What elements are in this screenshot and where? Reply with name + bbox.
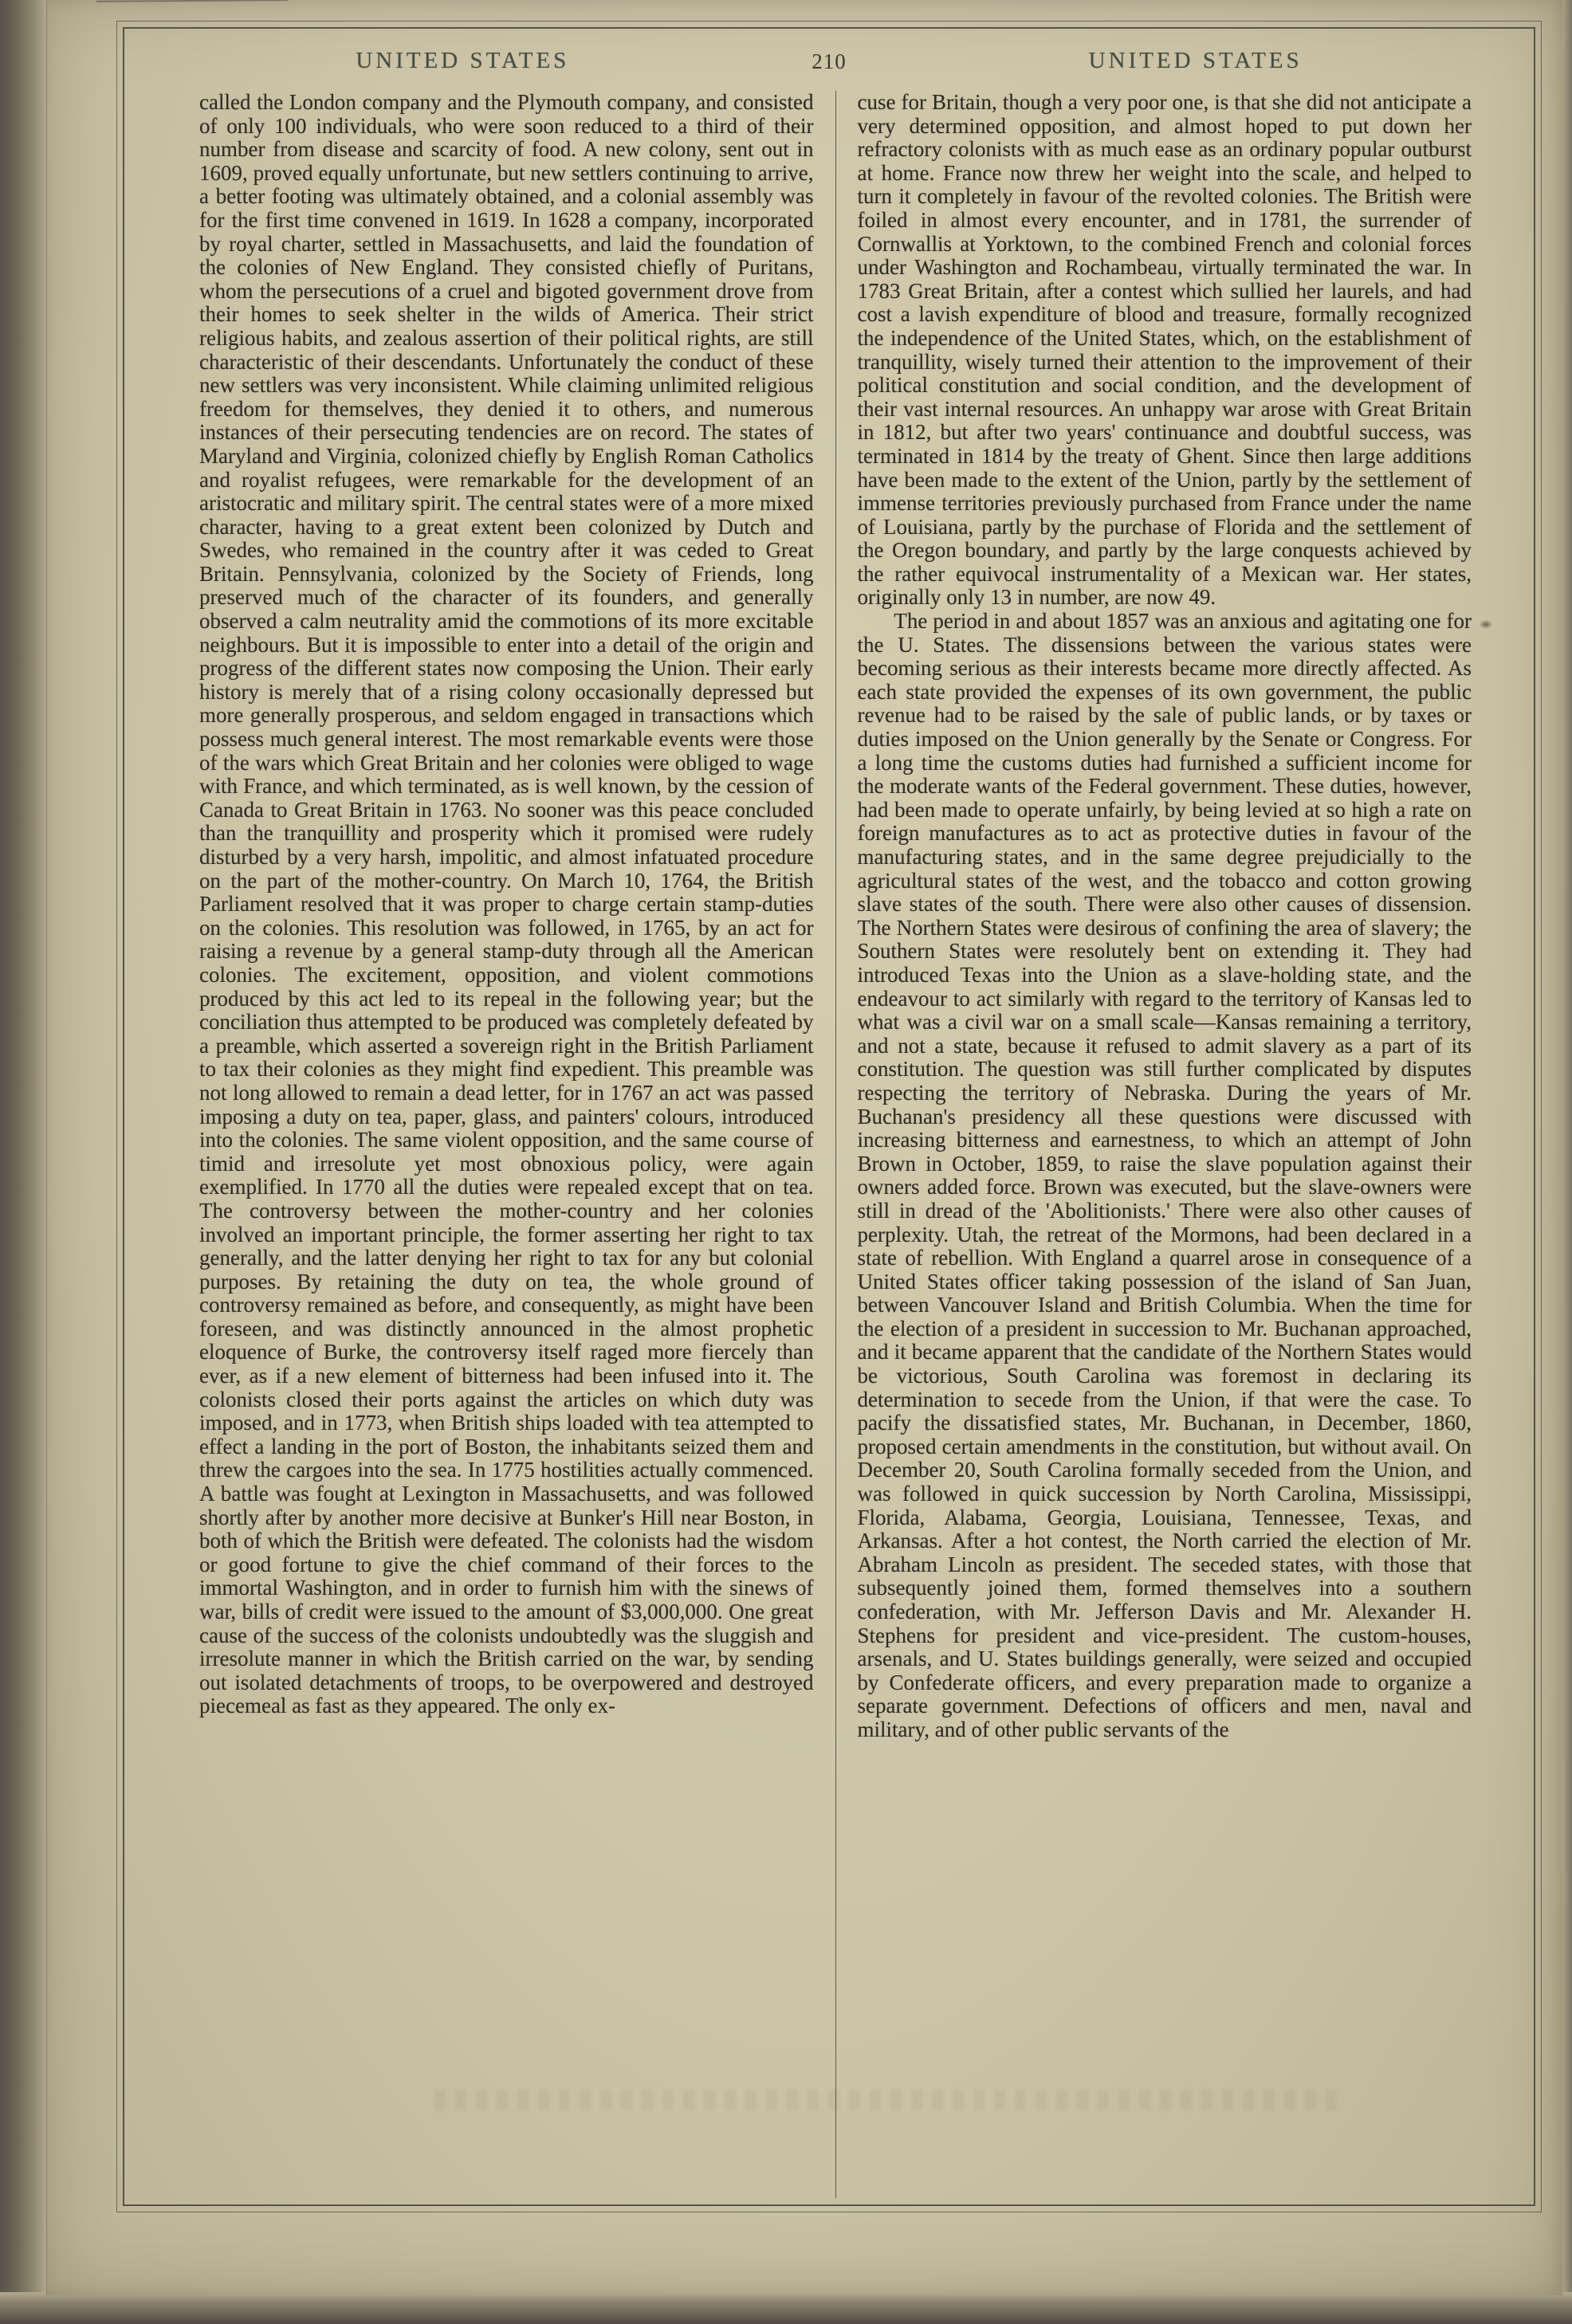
- scan-artifact-top: [96, 0, 288, 23]
- running-title-right: UNITED STATES: [1088, 48, 1303, 73]
- running-head: [124, 40, 1534, 84]
- text-block: [199, 91, 1472, 2198]
- paragraph: The period in and about 1857 was an anxious and agitating one for the U. States. The dissensions between the various states were becoming serious as their interests became more directly affected. As each state provided the expenses of its own government, the public revenue had to be raised by the sale of public lands, or by taxes or duties imposed on the Union generally by the Senate or Congress. For a long time the customs duties had furnished a sufficient income for the moderate wants of the Federal government. These duties, however, had been made to operate unfairly, by being levied at so high a rate on foreign manufactures as to act as protective duties in favour of the manufacturing states, and in the same degree prejudicially to the agricultural states of the west, and the tobacco and cotton growing slave states of the south. There were also other causes of dissension. The Northern States were desirous of confining the area of slavery; the Southern States were resolutely bent on extending it. They had introduced Texas into the Union as a slave-holding state, and the endeavour to act similarly with regard to the territory of Kansas led to what was a civil war on a small scale—Kansas remaining a territory, and not a state, because it refused to admit slavery as a part of its constitution. The question was still further complicated by disputes respecting the territory of Nebraska. During the years of Mr. Buchanan's presidency all these questions were discussed with increasing bitterness and earnestness, to which an attempt of John Brown in October, 1859, to raise the slave population against their owners added force. Brown was executed, but the slave-owners were still in dread of the 'Abolitionists.' There were also other causes of perplexity. Utah, the retreat of the Mormons, had been declared in a state of rebellion. With England a quarrel arose in consequence of a United States officer taking possession of the island of San Juan, between Vancouver Island and British Columbia. When the time for the election of a president in succession to Mr. Buchanan approached, and it became apparent that the candidate of the Northern States would be victorious, South Carolina was foremost in declaring its determination to secede from the Union, if that were the case. To pacify the dissatisfied states, Mr. Buchanan, in December, 1860, proposed certain amendments in the constitution, but without avail. On December 20, South Carolina formally seceded from the Union, and was followed in quick succession by North Carolina, Mississippi, Florida, Alabama, Georgia, Louisiana, Tennessee, Texas, and Arkansas. After a hot contest, the North carried the election of Mr. Abraham Lincoln as president. The seceded states, with those that subsequently joined them, formed themselves into a southern confederation, with Mr. Jefferson Davis and Mr. Alexander H. Stephens for president and vice-president. The custom-houses, arsenals, and U. States buildings generally, were seized and occupied by Confederate officers, and every preparation made to organize a separate government. Defections of officers and men, naval and military, and of other public servants of the: [857, 609, 1472, 1741]
- scan-edge-bottom: [0, 2292, 1572, 2324]
- ink-smudge: [1480, 620, 1492, 629]
- paragraph: cuse for Britain, though a very poor one, is that she did not anticipate a very determined opposition, and almost hoped to put down her refractory colonists with as much ease as an ordinary popular outburst at home. France now threw her weight into the scale, and helped to turn it completely in favour of the revolted colonies. The British were foiled in almost every encounter, and in 1781, the surrender of Cornwallis at Yorktown, to the combined French and colonial forces under Washington and Rochambeau, virtually terminated the war. In 1783 Great Britain, after a contest which sullied her laurels, and had cost a lavish expenditure of blood and treasure, formally recognized the independence of the United States, which, on the establishment of tranquillity, wisely turned their attention to the improvement of their political constitution and social condition, and the development of their vast internal resources. An unhappy war arose with Great Britain in 1812, but after two years' continuance and doubtful success, was terminated in 1814 by the treaty of Ghent. Since then large additions have been made to the extent of the Union, partly by the settlement of immense territories previously purchased from France under the name of Louisiana, partly by the purchase of Florida and the settlement of the Oregon boundary, and partly by the large conquests achieved by the rather equivocal instrumentality of a Mexican war. Her states, originally only 13 in number, are now 49.: [857, 91, 1472, 610]
- running-title-left: UNITED STATES: [356, 48, 570, 73]
- scan-edge-right: [1561, 0, 1572, 2324]
- page-frame: [123, 27, 1535, 2206]
- left-column: [199, 91, 835, 2198]
- right-column: [836, 91, 1472, 2198]
- scan-edge-left: [0, 0, 49, 2324]
- show-through-text: [434, 2090, 1337, 2110]
- book-page: [46, 0, 1562, 2295]
- page-number: 210: [812, 49, 847, 73]
- paragraph: called the London company and the Plymouth company, and consisted of only 100 individuals, who were soon reduced to a third of their number from disease and scarcity of food. A new colony, sent out in 1609, proved equally unfortunate, but new settlers continuing to arrive, a better footing was ultimately obtained, and a colonial assembly was for the first time convened in 1619. In 1628 a company, incorporated by royal charter, settled in Massachusetts, and laid the foundation of the colonies of New England. They consisted chiefly of Puritans, whom the persecutions of a cruel and bigoted government drove from their homes to seek shelter in the wilds of America. Their strict religious habits, and zealous assertion of their political rights, are still characteristic of their descendants. Unfortunately the conduct of these new settlers was very inconsistent. While claiming unlimited religious freedom for themselves, they denied it to others, and numerous instances of their persecuting tendencies are on record. The states of Maryland and Virginia, colonized chiefly by English Roman Catholics and royalist refugees, were remarkable for the development of an aristocratic and military spirit. The central states were of a more mixed character, having to a great extent been colonized by Dutch and Swedes, who remained in the country after it was ceded to Great Britain. Pennsylvania, colonized by the Society of Friends, long preserved much of the character of its founders, and generally observed a calm neutrality amid the commotions of its more excitable neighbours. But it is impossible to enter into a detail of the origin and progress of the different states now composing the Union. Their early history is merely that of a rising colony occasionally depressed but more generally prosperous, and seldom engaged in transactions which possess much general interest. The most remarkable events were those of the wars which Great Britain and her colonies were obliged to wage with France, and which terminated, as is well known, by the cession of Canada to Great Britain in 1763. No sooner was this peace concluded than the tranquillity and prosperity which it promised were rudely disturbed by a very harsh, impolitic, and almost infatuated procedure on the part of the mother-country. On March 10, 1764, the British Parliament resolved that it was proper to charge certain stamp-duties on the colonies. This resolution was followed, in 1765, by an act for raising a revenue by a general stamp-duty through all the American colonies. The excitement, opposition, and violent commotions produced by this act led to its repeal in the following year; but the conciliation thus attempted to be produced was completely defeated by a preamble, which asserted a sovereign right in the British Parliament to tax their colonies as they might find expedient. This preamble was not long allowed to remain a dead letter, for in 1767 an act was passed imposing a duty on tea, paper, glass, and painters' colours, introduced into the colonies. The same violent opposition, and the same course of timid and irresolute yet most obnoxious policy, were again exemplified. In 1770 all the duties were repealed except that on tea. The controversy between the mother-country and her colonies involved an important principle, the former asserting her right to tax generally, and the latter denying her right to tax for any but colonial purposes. By retaining the duty on tea, the whole ground of controversy remained as before, and consequently, as might have been foreseen, and was distinctly announced in the almost prophetic eloquence of Burke, the controversy itself raged more fiercely than ever, as if a new element of bitterness had been infused into it. The colonists closed their ports against the articles on which duty was imposed, and in 1773, when British ships loaded with tea attempted to effect a landing in the port of Boston, the inhabitants seized them and threw the cargoes into the sea. In 1775 hostilities actually commenced. A battle was fought at Lexington in Massachusetts, and was followed shortly after by another more decisive at Bunker's Hill near Boston, in both of which the British were defeated. The colonists had the wisdom or good fortune to give the chief command of their forces to the immortal Washington, and in order to furnish him with the sinews of war, bills of credit were issued to the amount of $3,000,000. One great cause of the success of the colonists undoubtedly was the sluggish and irresolute manner in which the British carried on the war, by sending out isolated detachments of troops, to be overpowered and destroyed piecemeal as fast as they appeared. The only ex-: [199, 91, 814, 1718]
